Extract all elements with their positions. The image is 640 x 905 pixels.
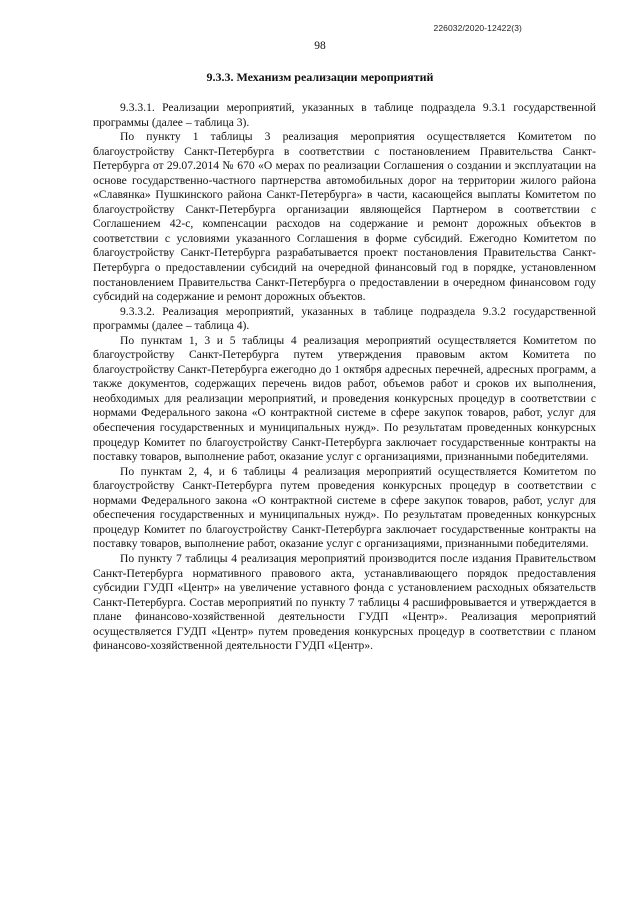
- page-number: 98: [314, 40, 326, 52]
- paragraph: 9.3.3.2. Реализация мероприятий, указанных в таблице подраздела 9.3.2 государственной программы (далее – таблица 4).: [93, 304, 596, 333]
- document-id: 226032/2020-12422(3): [433, 23, 522, 33]
- paragraph: По пункту 1 таблицы 3 реализация мероприятия осуществляется Комитетом по благоустройству Санкт-Петербурга в соответствии с постановлением Правительства Санкт-Петербурга от 29.07.2014 № 670 «О мерах по реализации Соглашения о создании и эксплуатации на основе государственно-частного партнерства автомобильных дорог на территории жилого района «Славянка» Пушкинского района Санкт-Петербурга» в части, касающейся выплаты Комитетом по благоустройству Санкт-Петербурга организации являющейся Партнером в соответствии с Соглашением 42-с, компенсации расходов на содержание и ремонт дорожных объектов в соответствии с условиями указанного Соглашения в форме субсидий. Ежегодно Комитетом по благоустройству Санкт-Петербурга разрабатывается проект постановления Правительства Санкт-Петербурга о предоставлении субсидий на очередной финансовый год в порядке, установленном постановлением Правительства Санкт-Петербурга о предоставлении в очередном финансовом году субсидий на содержание и ремонт дорожных объектов.: [93, 130, 596, 304]
- paragraph: 9.3.3.1. Реализации мероприятий, указанных в таблице подраздела 9.3.1 государственной программы (далее – таблица 3).: [93, 101, 596, 129]
- document-body: [93, 101, 596, 654]
- paragraph: По пунктам 1, 3 и 5 таблицы 4 реализация мероприятий осуществляется Комитетом по благоустройству Санкт-Петербурга путем утверждения правовым актом Комитета по благоустройству Санкт-Петербурга ежегодно до 1 октября адресных перечней, адресных программ, а также документов, содержащих перечень видов работ, объемов работ и сроков их выполнения, необходимых для реализации мероприятий, и проведения конкурсных процедур в соответствии с нормами Федерального закона «О контрактной системе в сфере закупок товаров, работ, услуг для обеспечения государственных и муниципальных нужд». По результатам проведенных конкурсных процедур Комитет по благоустройству Санкт-Петербурга заключает государственные контракты на поставку товаров, выполнение работ, оказание услуг с организациями, признанными победителями.: [93, 333, 596, 464]
- paragraph: По пунктам 2, 4, и 6 таблицы 4 реализация мероприятий осуществляется Комитетом по благоустройству Санкт-Петербурга путем проведения конкурсных процедур в соответствии с нормами Федерального закона «О контрактной системе в сфере закупок товаров, работ, услуг для обеспечения государственных и муниципальных нужд». По результатам проведенных конкурсных процедур Комитет по благоустройству Санкт-Петербурга заключает государственные контракты на поставку товаров, выполнение работ, оказание услуг с организациями, признанными победителями.: [93, 464, 596, 551]
- section-title: 9.3.3. Механизм реализации мероприятий: [206, 70, 434, 84]
- paragraph: По пункту 7 таблицы 4 реализация мероприятий производится после издания Правительством Санкт-Петербурга нормативного правового акта, устанавливающего порядок предоставления субсидии ГУДП «Центр» на увеличение уставного фонда с установлением расходных обязательств Санкт-Петербурга. Состав мероприятий по пункту 7 таблицы 4 расшифровывается и утверждается в плане финансово-хозяйственной деятельности ГУДП «Центр». Реализация мероприятий осуществляется ГУДП «Центр» путем проведения конкурсных процедур в соответствии с планом финансово-хозяйственной деятельности ГУДП «Центр».: [93, 551, 596, 653]
